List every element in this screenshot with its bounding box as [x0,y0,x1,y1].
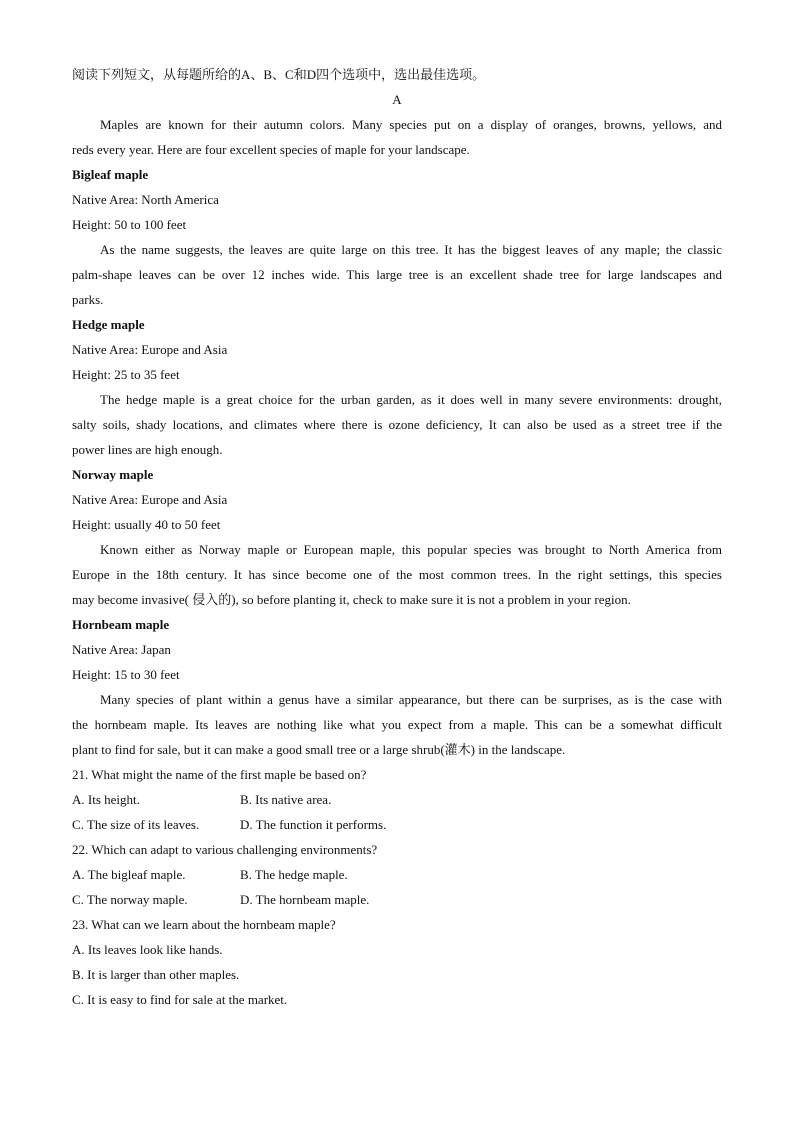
section-label: A [392,92,402,107]
native-area: Native Area: Europe and Asia [72,342,228,357]
option-b: B. Its native area. [240,792,332,807]
option-row [72,887,722,912]
intro-paragraph [72,112,722,162]
species-norway [72,462,722,612]
paragraph-line: plant to find for sale, but it can make a good small tree or a large shrub(灌木) in the landscape. [72,742,566,757]
option-b: B. The hedge maple. [240,867,348,882]
paragraph-line: Known either as Norway maple or European maple, this popular species was brought to North America from [100,542,722,557]
option-row [72,787,722,812]
paragraph-line: Maples are known for their autumn colors. Many species put on a display of oranges, browns, yellows, and [100,117,722,132]
option-d: D. The hornbeam maple. [240,892,370,907]
question-stem: 21. What might the name of the first maple be based on? [72,767,367,782]
document-page [72,62,722,1012]
paragraph-line: The hedge maple is a great choice for the urban garden, as it does well in many severe environments: drought, [100,392,722,407]
species-hornbeam [72,612,722,762]
paragraph-line: salty soils, shady locations, and climates where there is ozone deficiency, It can also be used as a street tree if the [72,417,722,432]
native-area: Native Area: Japan [72,642,171,657]
paragraph-line: reds every year. Here are four excellent species of maple for your landscape. [72,142,470,157]
question-21 [72,762,722,837]
height-range: Height: usually 40 to 50 feet [72,517,221,532]
native-area: Native Area: North America [72,192,219,207]
height-range: Height: 50 to 100 feet [72,217,187,232]
question-stem: 23. What can we learn about the hornbeam maple? [72,917,336,932]
paragraph-line: power lines are high enough. [72,442,223,457]
instruction-text: 阅读下列短文，从每题所给的A、B、C和D四个选项中，选出最佳选项。 [72,67,486,82]
option-a: A. Its height. [72,792,140,807]
option-d: D. The function it performs. [240,817,387,832]
option-a: A. The bigleaf maple. [72,867,186,882]
native-area: Native Area: Europe and Asia [72,492,228,507]
height-range: Height: 25 to 35 feet [72,367,180,382]
option-c: C. The norway maple. [72,892,188,907]
species-bigleaf [72,162,722,312]
species-heading: Hornbeam maple [72,617,170,632]
paragraph-line: parks. [72,292,104,307]
paragraph-line: palm-shape leaves can be over 12 inches wide. This large tree is an excellent shade tree for large landscapes and [72,267,722,282]
option-row [72,862,722,887]
option-a: A. Its leaves look like hands. [72,942,223,957]
paragraph-line: As the name suggests, the leaves are quite large on this tree. It has the biggest leaves of any maple; the classic [100,242,722,257]
paragraph-line: Europe in the 18th century. It has since become one of the most common trees. In the right settings, this species [72,567,722,582]
height-range: Height: 15 to 30 feet [72,667,180,682]
option-row [72,812,722,837]
species-hedge [72,312,722,462]
species-heading: Hedge maple [72,317,145,332]
option-c: C. The size of its leaves. [72,817,200,832]
question-22 [72,837,722,912]
option-c: C. It is easy to find for sale at the market. [72,992,288,1007]
paragraph-line: Many species of plant within a genus have a similar appearance, but there can be surprises, as is the case with [100,692,722,707]
question-23 [72,912,722,1012]
species-heading: Bigleaf maple [72,167,149,182]
option-b: B. It is larger than other maples. [72,967,240,982]
paragraph-line: the hornbeam maple. Its leaves are nothing like what you expect from a maple. This can be a somewhat difficult [72,717,722,732]
species-heading: Norway maple [72,467,154,482]
paragraph-line: may become invasive( 侵入的), so before planting it, check to make sure it is not a problem in your region. [72,592,631,607]
question-stem: 22. Which can adapt to various challenging environments? [72,842,378,857]
